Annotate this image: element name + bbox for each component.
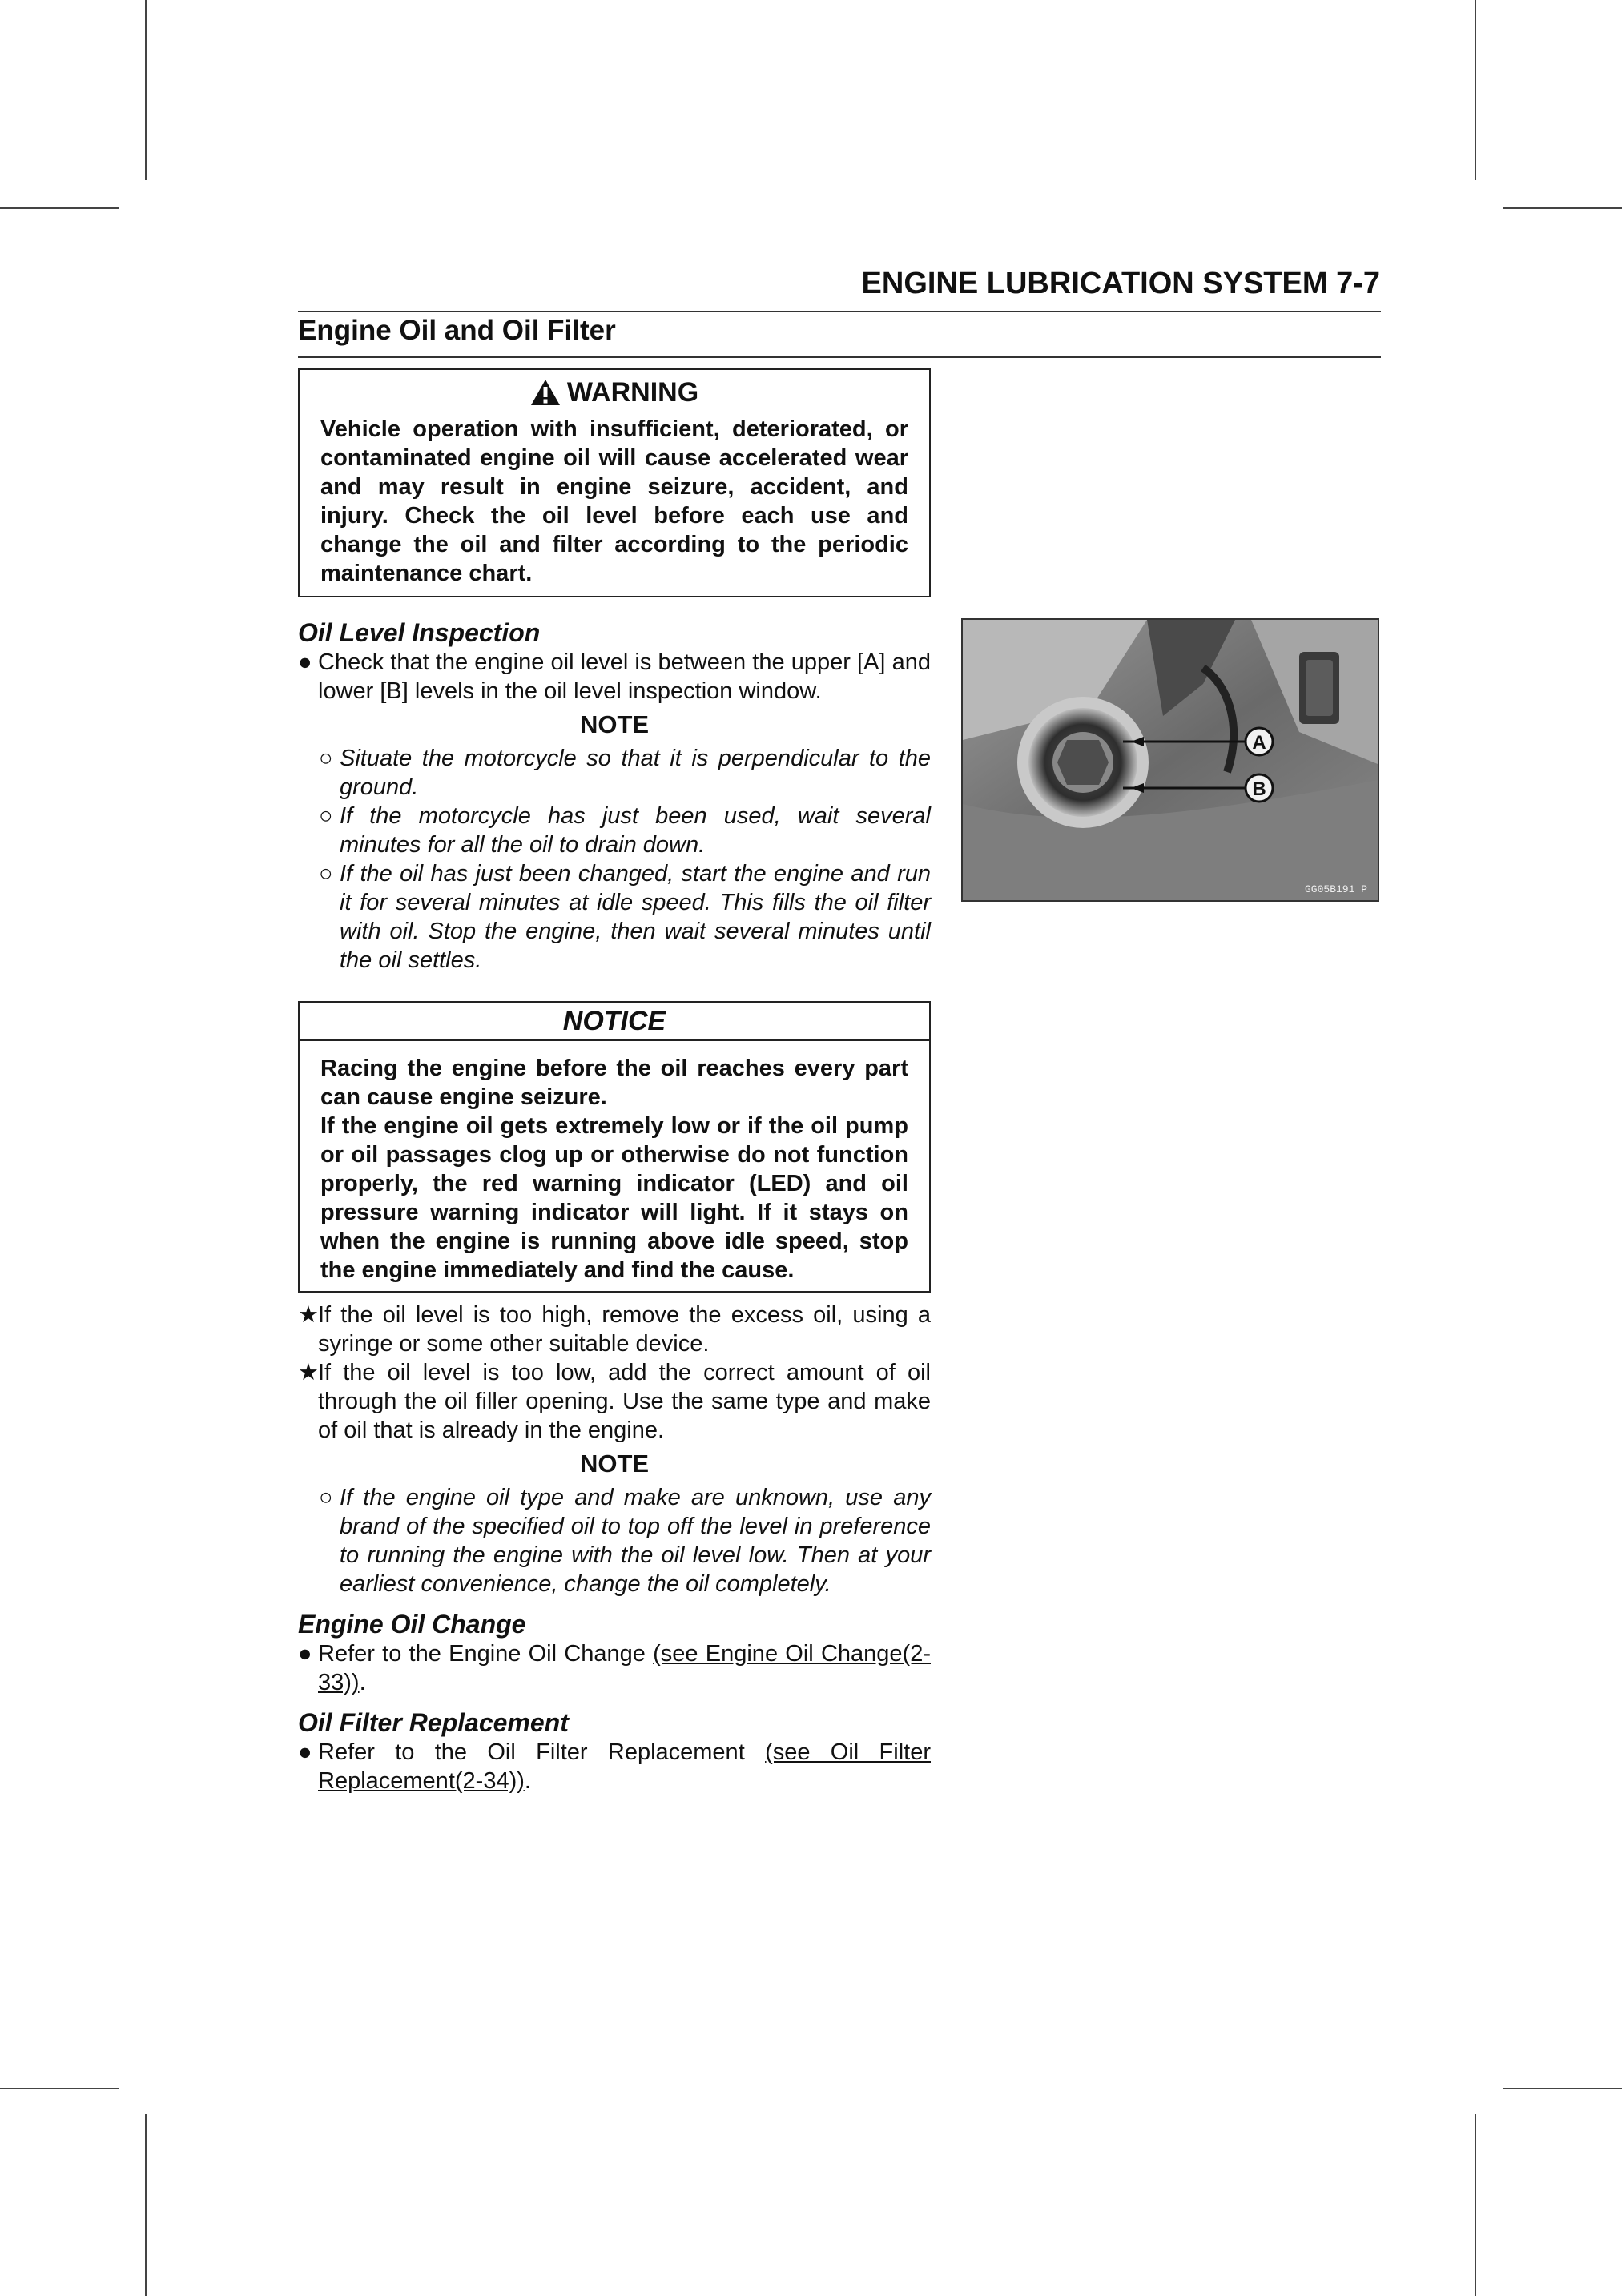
notice-label: NOTICE (300, 1003, 929, 1041)
note-item-text: If the oil has just been changed, start the engine and run it for several minutes at idle speed. This fills the oil filter with oil. Stop the engine, then wait several minutes until the oil settles. (340, 861, 931, 973)
callout-b: B (1252, 778, 1266, 800)
circle-bullet-icon: ○ (319, 1485, 333, 1510)
oil-filter-title: Oil Filter Replacement (298, 1708, 569, 1737)
callout-a: A (1252, 732, 1266, 754)
note-item-text: If the engine oil type and make are unknown, use any brand of the specified oil to top off the level in preference to running the engine with the oil level low. Then at your earliest convenience, change the oil completely. (340, 1485, 931, 1597)
notice-box (298, 1001, 931, 1293)
circle-bullet-icon: ○ (319, 746, 333, 771)
oil-level-title: Oil Level Inspection (298, 618, 541, 647)
section-rule (298, 356, 1381, 358)
note-item-text: Situate the motorcycle so that it is perpendicular to the ground. (340, 746, 931, 800)
note-label: NOTE (579, 1450, 650, 1478)
notice-text (300, 1041, 929, 1285)
crop-mark (0, 2088, 119, 2089)
oil-change-bullet (298, 1639, 931, 1697)
bullet-icon: ● (298, 1641, 312, 1667)
adjust-section (298, 1301, 931, 1795)
note-item-text: If the motorcycle has just been used, wait several minutes for all the oil to drain down. (340, 803, 931, 858)
crop-mark (145, 2114, 147, 2296)
warning-header (300, 370, 929, 410)
note-item (298, 1483, 931, 1598)
star-icon: ★ (298, 1360, 319, 1385)
bullet-icon: ● (298, 649, 312, 675)
warning-box (298, 368, 931, 597)
note-label: NOTE (579, 710, 650, 738)
crop-mark (1503, 2088, 1622, 2089)
warning-text: Vehicle operation with insufficient, deteriorated, or contaminated engine oil will cause accelerated wear and may result in engine seizure, accident, and injury. Check the oil level before each use and change the oil and filter according to the periodic maintenance chart. (320, 416, 908, 586)
oil-level-bullet-text: Check that the engine oil level is between the upper [A] and lower [B] levels in the oil level inspection window. (318, 649, 931, 704)
star-item-text: If the oil level is too low, add the correct amount of oil through the oil filler opening. Use the same type and make of oil that is already in the engine. (318, 1360, 931, 1443)
period: . (359, 1670, 366, 1695)
warning-triangle-icon (530, 379, 561, 406)
star-item (298, 1301, 931, 1358)
bullet-icon: ● (298, 1739, 312, 1765)
circle-bullet-icon: ○ (319, 861, 333, 887)
header-rule (298, 311, 1381, 312)
period: . (524, 1768, 531, 1794)
note-item (298, 802, 931, 859)
oil-filter-bullet (298, 1738, 931, 1795)
oil-level-section (298, 618, 931, 975)
crop-mark (145, 0, 147, 180)
oil-filter-replacement-link[interactable]: (see Oil Filter Replacement(2-34)) (318, 1739, 931, 1794)
crop-mark (1475, 0, 1476, 180)
oil-change-text: Refer to the Engine Oil Change (318, 1641, 654, 1667)
oil-level-window-photo (961, 618, 1379, 902)
crop-mark (0, 207, 119, 209)
crop-mark (1475, 2114, 1476, 2296)
section-title: Engine Oil and Oil Filter (298, 315, 616, 346)
crop-mark (1503, 207, 1622, 209)
star-item (298, 1358, 931, 1445)
warning-label: WARNING (566, 376, 699, 408)
notice-paragraph: If the engine oil gets extremely low or if the oil pump or oil passages clog up or otherwise do not function properly, the red warning indicator (LED) and oil pressure warning indicator will light. If it stays on when the engine is running above idle speed, stop the engine immediately and find the cause. (320, 1113, 908, 1283)
figure-code: GG05B191 P (1304, 883, 1367, 895)
notice-paragraph: Racing the engine before the oil reaches every part can cause engine seizure. (320, 1056, 908, 1110)
circle-bullet-icon: ○ (319, 803, 333, 829)
oil-level-bullet (298, 648, 931, 706)
note-item (298, 859, 931, 975)
star-item-text: If the oil level is too high, remove the excess oil, using a syringe or some other suitable device. (318, 1302, 931, 1357)
oil-level-window-illustration (963, 620, 1378, 900)
note-item (298, 744, 931, 802)
engine-oil-change-link[interactable]: (see Engine Oil Change(2-33)) (318, 1641, 931, 1695)
star-icon: ★ (298, 1302, 319, 1328)
oil-filter-text: Refer to the Oil Filter Replacement (318, 1739, 766, 1765)
page-header-title: ENGINE LUBRICATION SYSTEM 7-7 (861, 267, 1380, 300)
oil-change-title: Engine Oil Change (298, 1610, 526, 1639)
